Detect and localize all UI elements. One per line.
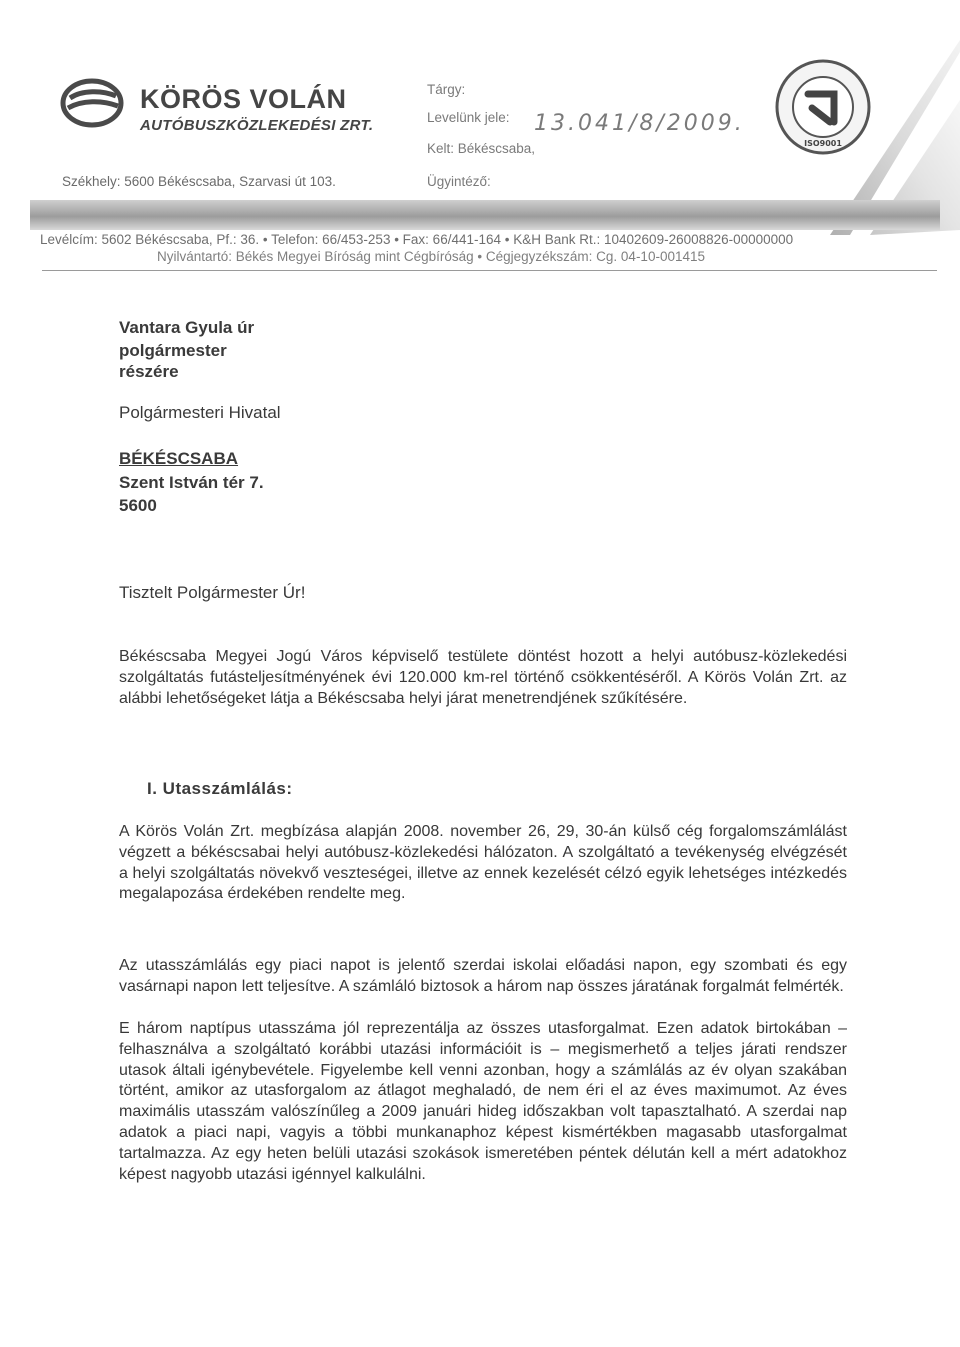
salutation: Tisztelt Polgármester Úr! xyxy=(119,583,306,602)
recipient-title: polgármester xyxy=(119,341,227,360)
company-subtitle: AUTÓBUSZKÖZLEKEDÉSI ZRT. xyxy=(140,117,374,134)
subject-label: Tárgy: xyxy=(427,82,466,97)
recipient-office: Polgármesteri Hivatal xyxy=(119,403,281,422)
recipient-street: Szent István tér 7. xyxy=(119,473,264,492)
clerk-label: Ügyintéző: xyxy=(427,174,491,189)
company-name: KÖRÖS VOLÁN xyxy=(140,84,347,114)
recipient-name: Vantara Gyula úr xyxy=(119,318,255,337)
handwritten-reference xyxy=(532,100,745,146)
section-heading: I. Utasszámlálás: xyxy=(147,779,293,798)
reference-label: Levelünk jele: xyxy=(427,110,510,125)
bus-company-logo-icon xyxy=(60,78,124,128)
dated-label: Kelt: Békéscsaba, xyxy=(427,141,536,156)
svg-text:13.041/8/2009.: 13.041/8/2009. xyxy=(534,111,745,136)
recipient-zip: 5600 xyxy=(119,496,157,515)
section-paragraph: Az utasszámlálás egy piaci napot is jelentő szerdai iskolai előadási napon, egy szombati és egy vasárnapi napon lett teljesítve. A számláló biztosok a három nap összes járatának forgalmát felmérték. xyxy=(119,957,847,995)
recipient-for: részére xyxy=(119,362,179,381)
header-divider xyxy=(42,270,937,271)
registry-line: Nyilvántartó: Békés Megyei Bíróság mint Cégbíróság • Cégjegyzékszám: Cg. 04-10-001415 xyxy=(157,249,705,264)
section-paragraph: E három naptípus utasszáma jól reprezentálja az összes utasforgalmat. Ezen adatok birtokában – felhasználva a szolgáltató korábbi utazási információit is – megismerhető a teljes járati rendszer utasok általi igénybevétele. Figyelembe kell venni azonban, hogy a számlálás az év olyan szakában történt, amikor az utasforgalom az átlagot meghaladó, de nem éri el az éves maximumot. Az éves maximális utasszám valószínűleg a 2009 januári hideg időszakban volt tapasztalható. A szerdai nap adatok a piaci napi, vagyis a többi munkanaphoz képest kismértékben magasabb utasforgalmat tartalmazza. Az egy heten belüli utazási szokások ismeretében péntek délután kell a mért adatokhoz képest nagyobb utazási igénnyel kalkulálni. xyxy=(119,1020,847,1183)
recipient-city: BÉKÉSCSABA xyxy=(119,449,239,468)
intro-paragraph: Békéscsaba Megyei Jogú Város képviselő testülete döntést hozott a helyi autóbusz-közlekedési szolgáltatás futásteljesítményének évi 120.000 km-rel történő csökkentéséről. A Körös Volán Zrt. az alábbi lehetőségeket látja a Békéscsaba helyi járat menetrendjének szűkítésére. xyxy=(119,648,847,707)
section-paragraph: A Körös Volán Zrt. megbízása alapján 2008. november 26, 29, 30-án külső cég forgalomszámlálást végzett a békéscsabai helyi autóbusz-közlekedési hálózaton. A szolgáltató a tevékenység elvégzését a helyi szolgáltatás növekvő veszteségei, illetve az ennek kezelését célzó egyik lehetséges intézkedés megalapozása érdekében rendelte meg. xyxy=(119,823,847,903)
iso-certification-seal-icon xyxy=(774,58,872,156)
contact-line: Levélcím: 5602 Békéscsaba, Pf.: 36. • Telefon: 66/453-253 • Fax: 66/441-164 • K&H Bank Rt.: 10402609-26008826-00000000 xyxy=(40,232,794,247)
company-seat: Székhely: 5600 Békéscsaba, Szarvasi út 103. xyxy=(62,174,336,189)
letterhead-band xyxy=(30,200,940,230)
svg-text:ISO9001: ISO9001 xyxy=(804,139,842,148)
